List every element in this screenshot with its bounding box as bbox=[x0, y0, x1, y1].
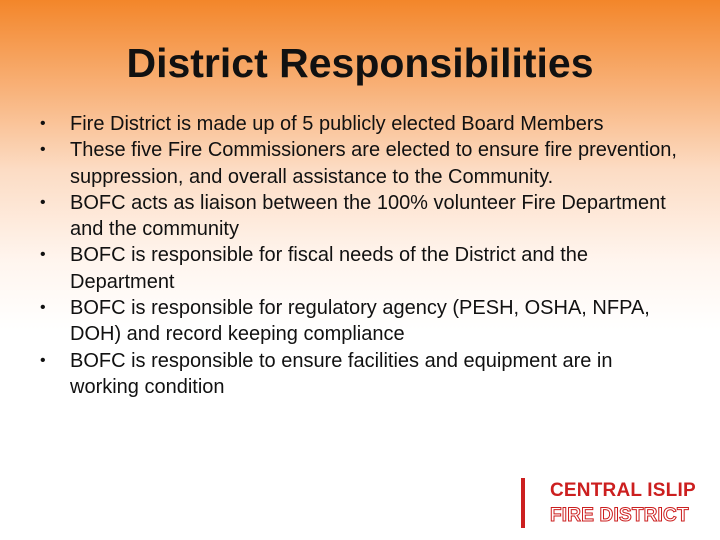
bullet-text: Fire District is made up of 5 publicly elected Board Members bbox=[70, 113, 604, 135]
bullet-item bbox=[40, 190, 680, 243]
bullet-item bbox=[40, 242, 680, 295]
bullet-glyph: • bbox=[40, 246, 46, 264]
bullet-list bbox=[40, 111, 680, 400]
slide-title: District Responsibilities bbox=[126, 40, 594, 86]
bullet-item bbox=[40, 111, 680, 137]
bullet-text: BOFC is responsible for fiscal needs of the District and the Department bbox=[70, 244, 589, 293]
bullet-text: These five Fire Commissioners are elected to ensure fire prevention, suppression, and overall assistance to the Community. bbox=[70, 139, 677, 188]
bullet-glyph: • bbox=[40, 141, 46, 159]
bullet-item bbox=[40, 348, 680, 401]
bullet-glyph: • bbox=[40, 299, 46, 317]
bullet-text: BOFC is responsible to ensure facilities and equipment are in working condition bbox=[70, 349, 613, 398]
logo-line-fire-district: FIRE DISTRICT bbox=[550, 505, 689, 526]
bullet-item bbox=[40, 295, 680, 348]
bullet-glyph: • bbox=[40, 351, 46, 369]
bullet-text: BOFC acts as liaison between the 100% volunteer Fire Department and the community bbox=[70, 191, 666, 241]
bullet-glyph: • bbox=[40, 115, 46, 132]
logo-line-central-islip: CENTRAL ISLIP bbox=[550, 480, 696, 501]
bullet-item bbox=[40, 137, 680, 190]
logo-divider-bar bbox=[521, 478, 525, 528]
bullet-glyph: • bbox=[40, 193, 46, 211]
bullet-text: BOFC is responsible for regulatory agency (PESH, OSHA, NFPA, DOH) and record keeping compliance bbox=[70, 297, 650, 346]
